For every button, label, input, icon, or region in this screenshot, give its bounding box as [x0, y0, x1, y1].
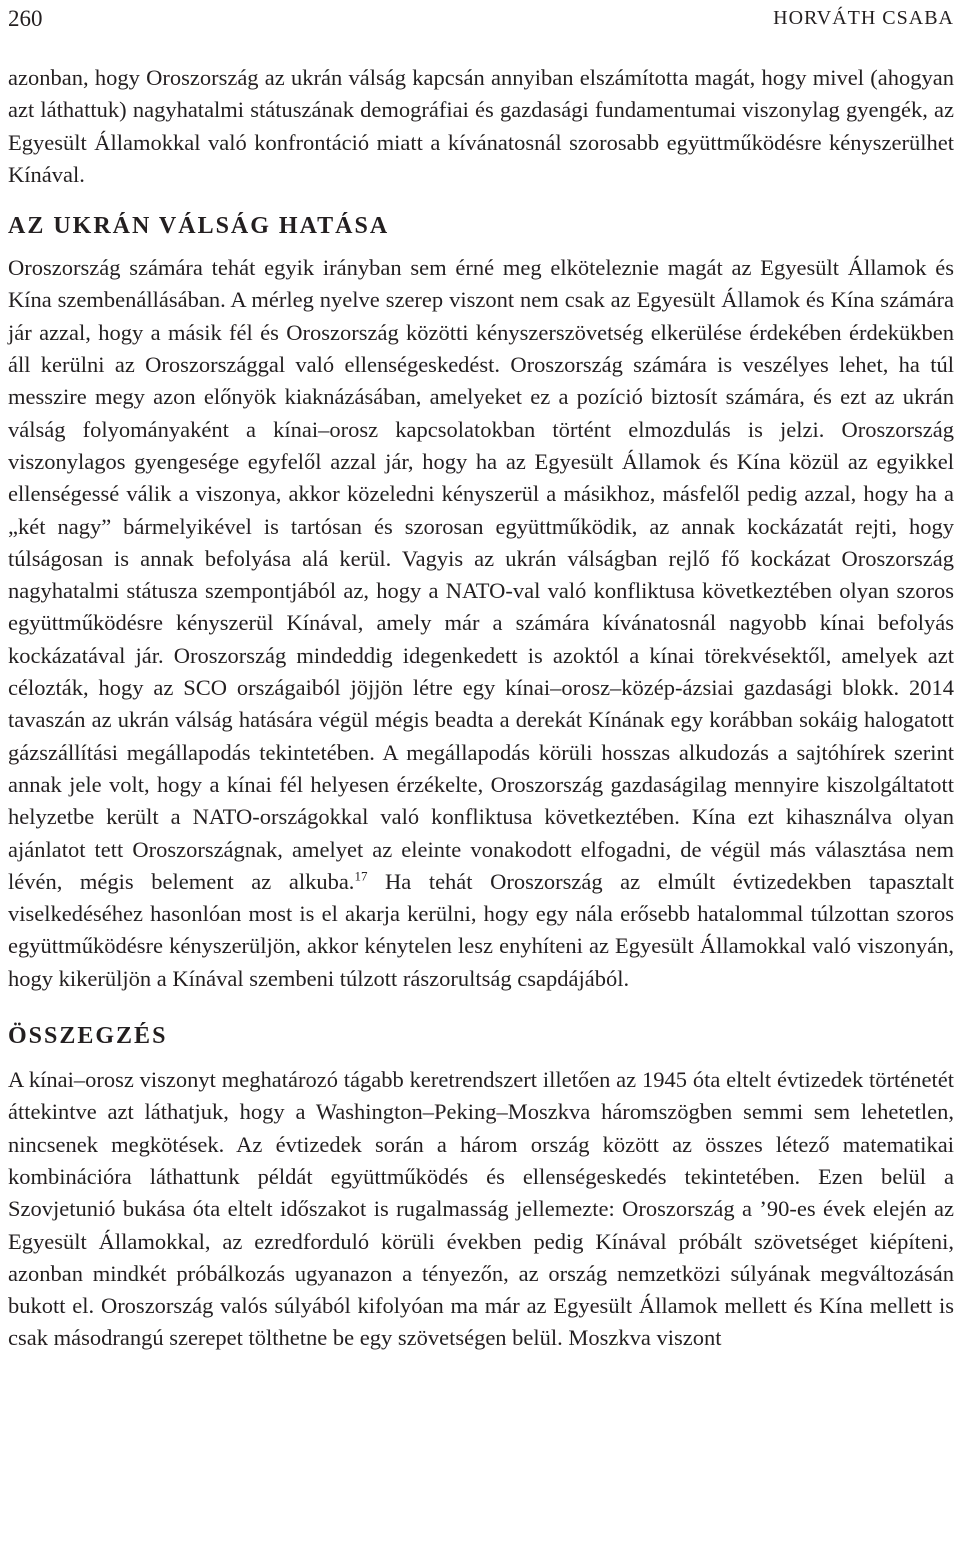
- document-page: [8, 0, 954, 1355]
- section-heading-ukrainian-crisis: AZ UKRÁN VÁLSÁG HATÁSA: [8, 213, 390, 240]
- main-paragraph-text-a: Oroszország számára tehát egyik irányban sem érné meg elköteleznie magát az Egyesült Államok és Kína szembenállásában. A mérleg nyelve szerep viszont nem csak az Egyesült Államok és Kína számára jár azzal, hogy a másik fél és Oroszország közötti kényszerszövetség elkerülése érdekében érdekükben áll kerülni az Oroszországgal való ellenségeskedést. Oroszország számára is veszélyes lehet, ha túl messzire megy azon előnyök kiaknázásában, amelyeket ez a pozíció biztosít számára, és ezt az ukrán válság folyományaként a kínai–orosz kapcsolatokban történt elmozdulás is jelzi. Oroszország viszonylagos gyengesége egyfelől azzal jár, hogy ha az Egyesült Államok és Kína közül az egyikkel ellenségessé válik a viszonya, akkor közeledni kényszerül a másikhoz, másfelől pedig azzal, hogy ha a „két nagy” bármelyikével is tartósan és szorosan együttműködik, az annak kockázatát rejti, hogy túlságosan is annak befolyása alá kerül. Vagyis az ukrán válságban rejlő fő kockázat Oroszország nagyhatalmi státusza szempontjából az, hogy a NATO-val való konfliktusa következtében olyan szoros együttműködésre kényszerül Kínával, amely már a számára kívánatosnál nagyobb kínai befolyás kockázatával jár. Oroszország mindeddig idegenkedett is azoktól a kínai törekvésektől, amelyek azt célozták, hogy az SCO országaiból jöjjön létre egy kínai–orosz–közép-ázsiai gazdasági blokk. 2014 tavaszán az ukrán válság hatására végül mégis beadta a derekát Kínának egy korábban sokáig halogatott gázszállítási megállapodás tekintetében. A megállapodás körüli hosszas alkudozás a sajtóhírek szerint annak jele volt, hogy a kínai fél helyesen érzékelte, Oroszország gazdaságilag mennyire kiszolgáltatott helyzetbe került a NATO-országokkal való konfliktusa következtében. Kína ezt kihasználva olyan ajánlatot tett Oroszországnak, amelyet az eleinte vonakodott elfogadni, de végül más választása nem lévén, mégis belement az alkuba.: [8, 255, 954, 894]
- summary-paragraph: A kínai–orosz viszonyt meghatározó tágabb keretrendszert illetően az 1945 óta eltelt évtizedek történetét áttekintve azt láthatjuk, hogy a Washington–Peking–Moszkva háromszögben semmi sem lehetetlen, nincsenek megkötések. Az évtizedek során a három ország között az összes létező matematikai kombinációra láthattunk példát együttműködés és ellenségeskedés tekintetében. Ezen belül a Szovjetunió bukása óta eltelt időszakot is rugalmasság jellemezte: Oroszország a ’90-es évek elején az Egyesült Államokkal, az ezredforduló körüli években pedig Kínával próbált szövetséget kiépíteni, azonban mindkét próbálkozás ugyanazon a tényezőn, az ország nemzetközi súlyának megváltozásán bukott el. Oroszország valós súlyából kifolyóan ma már az Egyesült Államok mellett és Kína mellett is csak másodrangú szerepet tölthetne be egy szövetségen belül. Moszkva viszont: [8, 1067, 954, 1351]
- main-paragraph-text-b: Ha tehát Oroszország az elmúlt évtizedekben tapasztalt viselkedéséhez hasonlóan most is el akarja kerülni, hogy egy nála erősebb hatalommal túlzottan szoros együttműködésre kényszerüljön, akkor kénytelen lesz enyhíteni az Egyesült Államokkal való viszonyán, hogy kikerüljön a Kínával szembeni túlzott rászorultság csapdájából.: [8, 868, 954, 991]
- main-paragraph: [8, 252, 954, 995]
- intro-paragraph: azonban, hogy Oroszország az ukrán válság kapcsán annyiban elszámította magát, hogy mivel (ahogyan azt láthattuk) nagyhatalmi státuszának demográfiai és gazdasági fundamentumai viszonylag gyengék, az Egyesült Államokkal való konfrontáció miatt a kívánatosnál szorosabb együttműködésre kényszerülhet Kínával.: [8, 65, 954, 187]
- section-heading-summary: ÖSSZEGZÉS: [8, 1023, 168, 1050]
- footnote-reference[interactable]: 17: [354, 868, 368, 884]
- running-head-author: HORVÁTH CSABA: [773, 7, 954, 29]
- running-header: [8, 0, 954, 40]
- page-number: 260: [8, 6, 43, 31]
